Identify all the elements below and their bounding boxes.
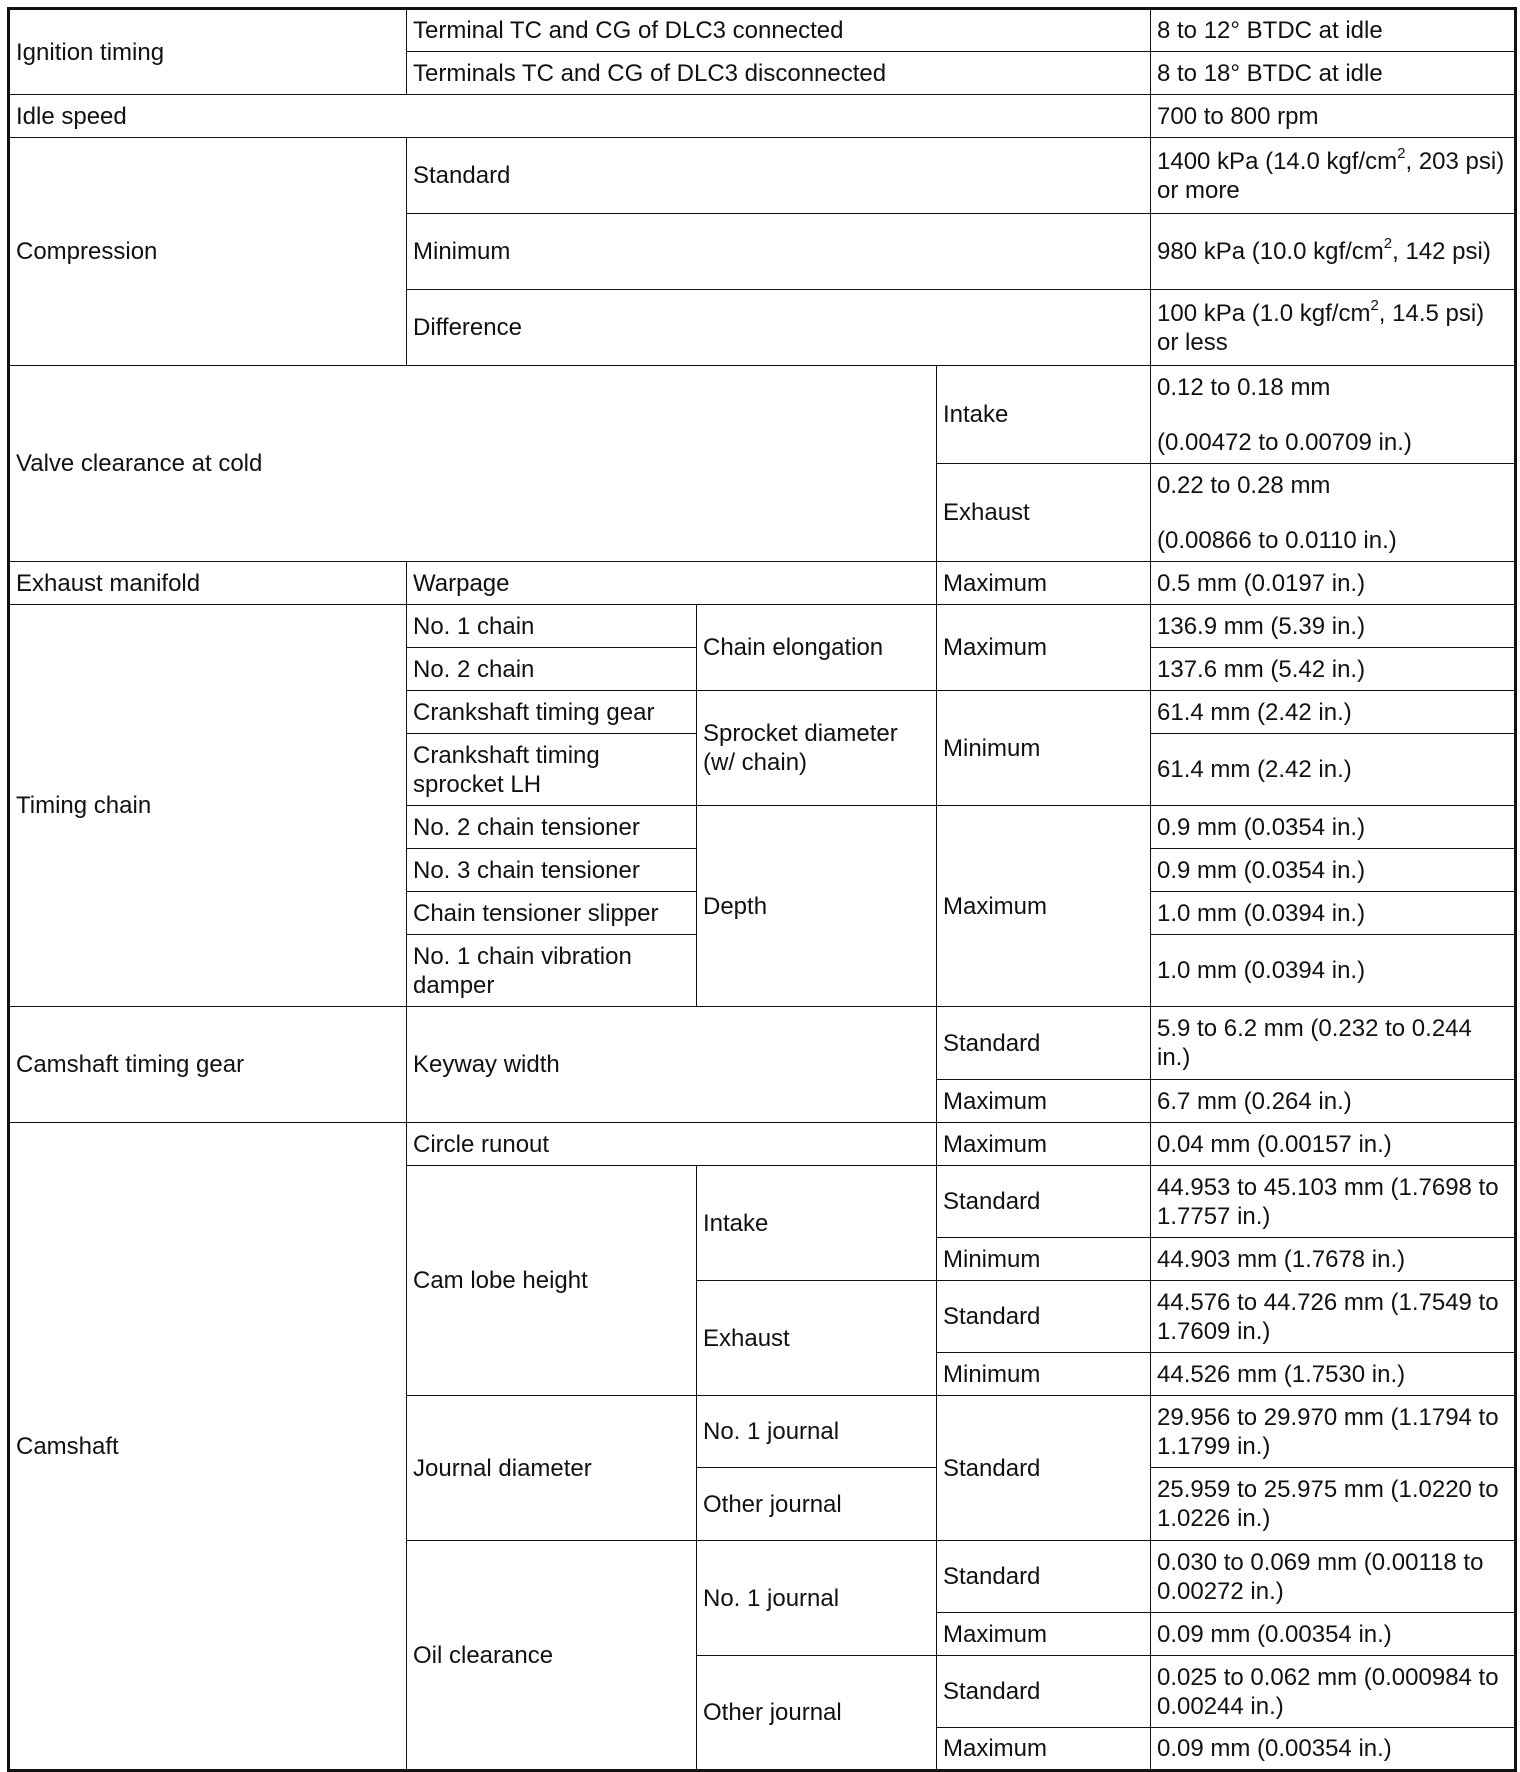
timing-tensioner-3: No. 3 chain tensioner	[407, 849, 697, 892]
timing-depth-limit: Maximum	[937, 806, 1151, 1007]
table-row	[9, 9, 1516, 52]
ignition-label: Ignition timing	[9, 9, 407, 95]
camshaft-lobe-exhaust-standard-value: 44.576 to 44.726 mm (1.7549 to 1.7609 in.)	[1151, 1281, 1516, 1353]
timing-crank-sprocket-value: 61.4 mm (2.42 in.)	[1151, 734, 1516, 806]
timing-sprocket-diameter: Sprocket diameter (w/ chain)	[697, 691, 937, 806]
timing-slipper: Chain tensioner slipper	[407, 892, 697, 935]
table-row	[9, 138, 1516, 214]
table-row	[9, 366, 1516, 464]
camshaft-journal-other: Other journal	[697, 1468, 937, 1541]
valve-exhaust-label: Exhaust	[937, 464, 1151, 562]
valve-label: Valve clearance at cold	[9, 366, 937, 562]
timing-elongation-limit: Maximum	[937, 605, 1151, 691]
camshaft-oil-no1: No. 1 journal	[697, 1541, 937, 1656]
camshaft-oil-other-standard-value: 0.025 to 0.062 mm (0.000984 to 0.00244 in.)	[1151, 1656, 1516, 1728]
camshaft-lobe: Cam lobe height	[407, 1166, 697, 1396]
compression-standard-label: Standard	[407, 138, 1151, 214]
camshaft-journal-no1: No. 1 journal	[697, 1396, 937, 1468]
camshaft-runout: Circle runout	[407, 1123, 937, 1166]
camshaft-lobe-exhaust-minimum: Minimum	[937, 1353, 1151, 1396]
timing-label: Timing chain	[9, 605, 407, 1007]
ignition-disconnected-value: 8 to 18° BTDC at idle	[1151, 52, 1516, 95]
camshaft-lobe-exhaust-minimum-value: 44.526 mm (1.7530 in.)	[1151, 1353, 1516, 1396]
compression-minimum-value: 980 kPa (10.0 kgf/$cm^2$, 142 psi)	[1151, 214, 1516, 290]
camshaft-oil-other-maximum-value: 0.09 mm (0.00354 in.)	[1151, 1728, 1516, 1771]
compression-difference-label: Difference	[407, 290, 1151, 366]
valve-intake-label: Intake	[937, 366, 1151, 464]
camshaft-oil-no1-standard: Standard	[937, 1541, 1151, 1613]
table-row	[9, 605, 1516, 648]
valve-exhaust-value: 0.22 to 0.28 mm (0.00866 to 0.0110 in.)	[1151, 464, 1516, 562]
table-row	[9, 1007, 1516, 1080]
camshaft-journal-other-value: 25.959 to 25.975 mm (1.0220 to 1.0226 in.)	[1151, 1468, 1516, 1541]
camshaft-oil-other-standard: Standard	[937, 1656, 1151, 1728]
camshaft-lobe-intake-standard: Standard	[937, 1166, 1151, 1238]
camshaft-runout-limit: Maximum	[937, 1123, 1151, 1166]
idle-value: 700 to 800 rpm	[1151, 95, 1516, 138]
timing-slipper-value: 1.0 mm (0.0394 in.)	[1151, 892, 1516, 935]
camshaft-lobe-intake-minimum: Minimum	[937, 1238, 1151, 1281]
compression-label: Compression	[9, 138, 407, 366]
camshaft-journal: Journal diameter	[407, 1396, 697, 1541]
ignition-disconnected-label: Terminals TC and CG of DLC3 disconnected	[407, 52, 1151, 95]
camshaft-label: Camshaft	[9, 1123, 407, 1771]
ignition-connected-value: 8 to 12° BTDC at idle	[1151, 9, 1516, 52]
camshaft-oil: Oil clearance	[407, 1541, 697, 1771]
timing-tensioner-3-value: 0.9 mm (0.0354 in.)	[1151, 849, 1516, 892]
manifold-item: Warpage	[407, 562, 937, 605]
timing-crank-gear: Crankshaft timing gear	[407, 691, 697, 734]
timing-damper-value: 1.0 mm (0.0394 in.)	[1151, 935, 1516, 1007]
camshaft-oil-other-maximum: Maximum	[937, 1728, 1151, 1771]
timing-elongation: Chain elongation	[697, 605, 937, 691]
timing-tensioner-2-value: 0.9 mm (0.0354 in.)	[1151, 806, 1516, 849]
camshaft-oil-no1-maximum: Maximum	[937, 1613, 1151, 1656]
manifold-label: Exhaust manifold	[9, 562, 407, 605]
idle-label: Idle speed	[9, 95, 1151, 138]
valve-intake-value: 0.12 to 0.18 mm (0.00472 to 0.00709 in.)	[1151, 366, 1516, 464]
camshaft-oil-no1-maximum-value: 0.09 mm (0.00354 in.)	[1151, 1613, 1516, 1656]
compression-minimum-label: Minimum	[407, 214, 1151, 290]
camshaft-journal-no1-value: 29.956 to 29.970 mm (1.1794 to 1.1799 in.)	[1151, 1396, 1516, 1468]
camshaft-lobe-exhaust: Exhaust	[697, 1281, 937, 1396]
camshaft-runout-value: 0.04 mm (0.00157 in.)	[1151, 1123, 1516, 1166]
timing-depth: Depth	[697, 806, 937, 1007]
camshaft-oil-other: Other journal	[697, 1656, 937, 1771]
timing-tensioner-2: No. 2 chain tensioner	[407, 806, 697, 849]
timing-no1-chain: No. 1 chain	[407, 605, 697, 648]
ignition-connected-label: Terminal TC and CG of DLC3 connected	[407, 9, 1151, 52]
spec-table	[7, 7, 1517, 1772]
timing-no2-value: 137.6 mm (5.42 in.)	[1151, 648, 1516, 691]
cam-gear-maximum: Maximum	[937, 1080, 1151, 1123]
timing-sprocket-limit: Minimum	[937, 691, 1151, 806]
cam-gear-label: Camshaft timing gear	[9, 1007, 407, 1123]
camshaft-journal-standard: Standard	[937, 1396, 1151, 1541]
compression-difference-value: 100 kPa (1.0 kgf/$cm^2$, 14.5 psi) or less	[1151, 290, 1516, 366]
camshaft-oil-no1-standard-value: 0.030 to 0.069 mm (0.00118 to 0.00272 in.)	[1151, 1541, 1516, 1613]
compression-standard-value: 1400 kPa (14.0 kgf/$cm^2$, 203 psi) or more	[1151, 138, 1516, 214]
camshaft-lobe-intake: Intake	[697, 1166, 937, 1281]
cam-gear-standard-value: 5.9 to 6.2 mm (0.232 to 0.244 in.)	[1151, 1007, 1516, 1080]
manifold-limit: Maximum	[937, 562, 1151, 605]
camshaft-lobe-intake-standard-value: 44.953 to 45.103 mm (1.7698 to 1.7757 in.)	[1151, 1166, 1516, 1238]
manifold-value: 0.5 mm (0.0197 in.)	[1151, 562, 1516, 605]
timing-no1-value: 136.9 mm (5.39 in.)	[1151, 605, 1516, 648]
camshaft-lobe-intake-minimum-value: 44.903 mm (1.7678 in.)	[1151, 1238, 1516, 1281]
table-row	[9, 562, 1516, 605]
timing-crank-sprocket: Crankshaft timing sprocket LH	[407, 734, 697, 806]
table-row	[9, 95, 1516, 138]
cam-gear-standard: Standard	[937, 1007, 1151, 1080]
cam-gear-item: Keyway width	[407, 1007, 937, 1123]
table-row	[9, 1123, 1516, 1166]
timing-damper: No. 1 chain vibration damper	[407, 935, 697, 1007]
camshaft-lobe-exhaust-standard: Standard	[937, 1281, 1151, 1353]
timing-no2-chain: No. 2 chain	[407, 648, 697, 691]
cam-gear-maximum-value: 6.7 mm (0.264 in.)	[1151, 1080, 1516, 1123]
timing-crank-gear-value: 61.4 mm (2.42 in.)	[1151, 691, 1516, 734]
